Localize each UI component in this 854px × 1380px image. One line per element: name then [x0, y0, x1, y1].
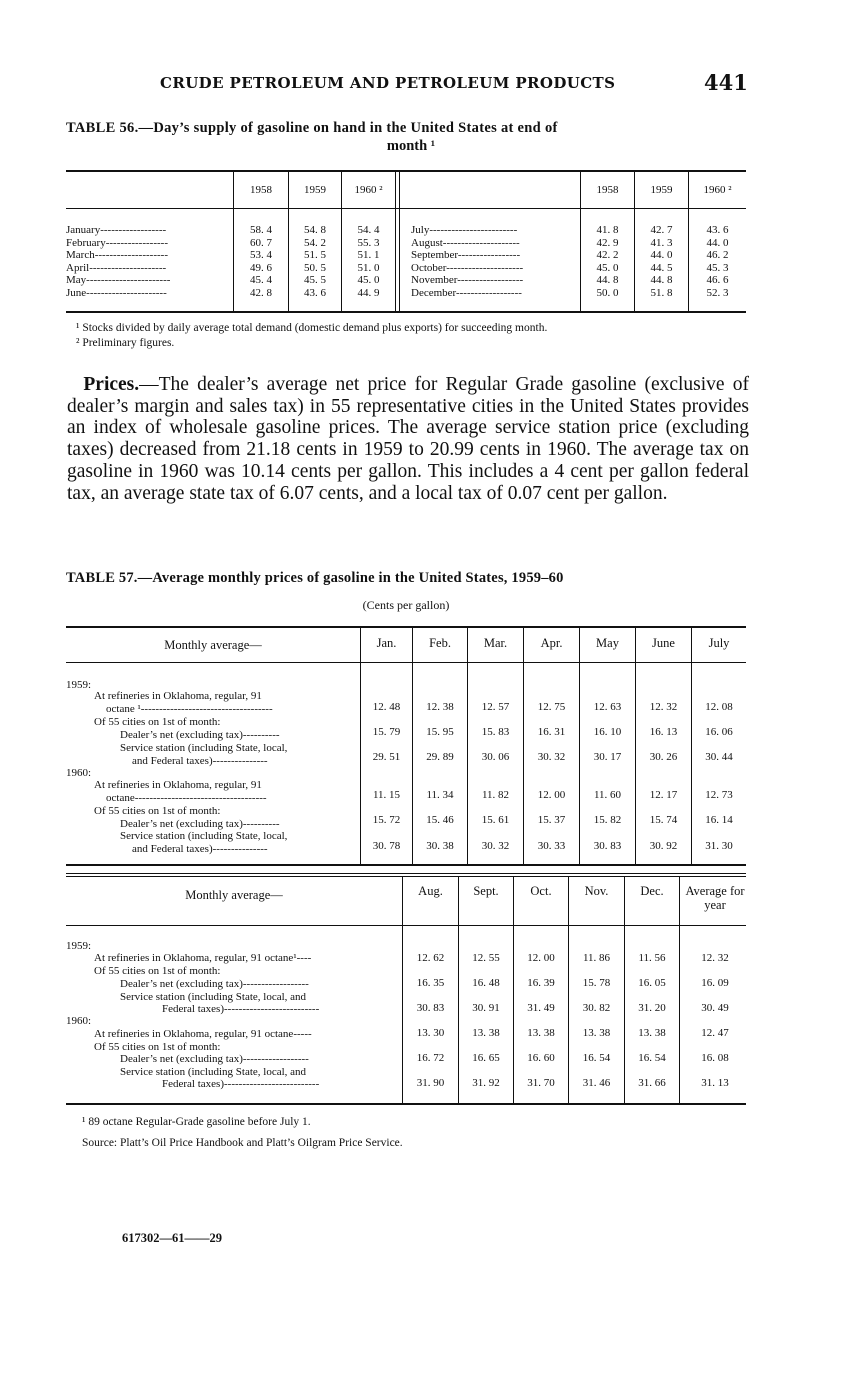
table57-source-note: Source: Platt’s Oil Price Handbook and Platt’s Oilgram Price Service.	[82, 1137, 403, 1149]
table57-part1-cell: 11. 60	[593, 789, 622, 801]
table57-footnote-1: ¹ 89 octane Regular-Grade gasoline before July 1.	[82, 1116, 311, 1128]
table57-part1-cell: 16. 13	[649, 726, 678, 738]
table56-col-1958-left: 58. 4 60. 7 53. 4 49. 6 45. 4 42. 8	[250, 224, 272, 299]
table57-part2-cell: 16. 35	[416, 977, 445, 989]
table56-year-header: 1960 ²	[354, 184, 383, 196]
prices-text: —The dealer’s average net price for Regular Grade gasoline (exclusive of dealer’s margin and sales tax) in 55 representative cities in the United States provides an index of wholesale gasoline prices. The average service station price (excluding taxes) decreased from 21.18 cents in 1959 to 20.99 cents in 1960. The average tax on gasoline in 1960 was 10.14 cents per gallon. This includes a 4 cent per gallon federal tax, an average state tax of 6.07 cents, and a local tax of 0.07 cent per gallon.	[67, 374, 750, 504]
table57-caption: TABLE 57.—Average monthly prices of gasoline in the United States, 1959–60	[66, 570, 564, 586]
table57-part2-top-rule-double	[66, 876, 746, 877]
table56-col-1959-left: 54. 8 54. 2 51. 5 50. 5 45. 5 43. 6	[304, 224, 326, 299]
table57-part1-cell: 12. 08	[705, 701, 733, 713]
table56-col-1959-right: 42. 7 41. 3 44. 0 44. 5 44. 8 51. 8	[650, 224, 673, 299]
table57-part2-cell: 30. 91	[472, 1002, 500, 1014]
table57-col-rule	[579, 628, 580, 864]
table56-month-label: March--------------------	[66, 249, 168, 261]
table57-part2-cell: 31. 70	[527, 1077, 555, 1089]
table57-row-label: At refineries in Oklahoma, regular, 91	[94, 779, 262, 791]
table57-row-label: Of 55 cities on 1st of month:	[94, 805, 221, 817]
table56-year-header: 1959	[650, 184, 673, 196]
table56-year-header: 1958	[250, 184, 272, 196]
table57-subcaption: (Cents per gallon)	[362, 598, 450, 612]
table57-part2-cell: 16. 39	[527, 977, 555, 989]
table57-part1-cell: 29. 51	[372, 751, 401, 763]
table57-part1-cell: 15. 37	[537, 814, 566, 826]
table57-part2-cell: 16. 54	[638, 1052, 666, 1064]
table57-col-rule	[402, 877, 403, 1103]
table57-part1-cell: 30. 33	[537, 840, 566, 852]
table56-month-label: October---------------------	[411, 261, 524, 274]
table57-part2-cell: 30. 83	[416, 1002, 445, 1014]
table56-year-header: 1960 ²	[703, 184, 732, 196]
table57-part2-cell: 13. 30	[416, 1027, 445, 1039]
table57-part2-cell: 12. 55	[472, 952, 500, 964]
table57-part2-cell: 11. 86	[582, 952, 611, 964]
table56-caption: TABLE 56.—Day’s supply of gasoline on hand in the United States at end of	[66, 120, 558, 136]
table56-month-label: May-----------------------	[66, 274, 171, 286]
table57-row-label: Federal taxes)--------------------------	[162, 1003, 320, 1015]
table56-month-label: November------------------	[411, 274, 524, 286]
table57-part1-cell: 30. 44	[705, 751, 733, 763]
table57-part2-cell: 12. 32	[701, 952, 729, 964]
table57-year-label: 1960:	[66, 1015, 92, 1027]
table57-col-rule	[412, 628, 413, 864]
table57-part2-cell: 12. 00	[527, 952, 555, 964]
table57-part2-cell: 16. 60	[527, 1052, 555, 1064]
table57-part2-cell: 31. 49	[527, 1002, 555, 1014]
table57-part1-cell: 16. 14	[705, 814, 733, 826]
table57-part1-cell: 15. 61	[481, 814, 510, 826]
table57-part2-cell: 12. 47	[701, 1027, 729, 1039]
table57-part1-cell: 30. 32	[481, 840, 510, 852]
table56-month-label: January------------------	[66, 224, 167, 236]
table57-part1-cell: 12. 00	[537, 789, 566, 801]
table57-row-label: Of 55 cities on 1st of month:	[94, 1041, 221, 1053]
table57-average-header: Average for year	[685, 884, 745, 912]
table57-part1-cell: 31. 30	[705, 840, 733, 852]
table57-part1-cell: 12. 73	[705, 789, 733, 801]
table57-month-header: Dec.	[640, 884, 664, 898]
page-number: 441	[704, 70, 748, 95]
table57-part2-cell: 16. 72	[416, 1052, 445, 1064]
table56-month-label: April---------------------	[66, 261, 167, 274]
printer-mark: 617302—61——29	[122, 1231, 222, 1245]
table57-month-header: Mar.	[483, 636, 508, 650]
table57-col-rule	[458, 877, 459, 1103]
table56-col-rule	[395, 172, 396, 311]
table57-month-header: Oct.	[530, 884, 552, 898]
table57-part2-cell: 31. 20	[638, 1002, 666, 1014]
table57-col-rule	[467, 628, 468, 864]
table57-row-label: Service station (including State, local,	[120, 830, 288, 842]
table57-part1-cell: 30. 78	[372, 840, 401, 852]
table57-col-rule	[635, 628, 636, 864]
table57-row-header: Monthly average—	[164, 638, 262, 652]
table57-row-label: At refineries in Oklahoma, regular, 91 octane-----	[94, 1028, 312, 1040]
table57-part1-cell: 15. 46	[426, 814, 454, 826]
table57-part1-cell: 12. 38	[426, 701, 454, 713]
table57-row-label: Service station (including State, local,	[120, 742, 288, 754]
table57-row-label: At refineries in Oklahoma, regular, 91	[94, 690, 262, 702]
table57-part1-cell: 30. 06	[481, 751, 510, 763]
table57-part1-cell: 16. 06	[705, 726, 733, 738]
table57-part2-cell: 13. 38	[472, 1027, 500, 1039]
table57-row-label: Dealer’s net (excluding tax)------------------	[120, 978, 309, 990]
table57-year-label: 1960:	[66, 767, 92, 779]
table57-part1-cell: 12. 75	[537, 701, 566, 713]
table57-part2-cell: 30. 82	[582, 1002, 611, 1014]
table57-part2-cell: 31. 13	[701, 1077, 729, 1089]
table57-part1-cell: 15. 82	[593, 814, 622, 826]
table57-row-label: Of 55 cities on 1st of month:	[94, 716, 221, 728]
table57-part1-header-rule	[66, 662, 746, 663]
table57-part1-cell: 15. 79	[372, 726, 401, 738]
table56-year-header: 1958	[596, 184, 619, 196]
table57-row-label: Service station (including State, local, and	[120, 991, 307, 1003]
table57-row-label: Dealer’s net (excluding tax)----------	[120, 729, 280, 741]
table56-footnote-2: ² Preliminary figures.	[76, 337, 175, 349]
table57-row-label: Service station (including State, local, and	[120, 1066, 307, 1078]
table56-col-1958-right: 41. 8 42. 9 42. 2 45. 0 44. 8 50. 0	[596, 224, 619, 299]
table57-part2-cell: 11. 56	[638, 952, 666, 964]
table57-part2-cell: 30. 49	[701, 1002, 729, 1014]
table57-part1-cell: 15. 83	[481, 726, 510, 738]
table57-part2-cell: 16. 09	[701, 977, 729, 989]
table57-col-rule	[360, 628, 361, 864]
table56-top-rule	[66, 170, 746, 172]
table56-col-rule	[399, 172, 400, 311]
table57-row-label: octane------------------------------------	[106, 792, 267, 804]
table57-row-label: Dealer’s net (excluding tax)------------------	[120, 1053, 309, 1065]
table57-row-label: and Federal taxes)---------------	[132, 755, 268, 767]
table57-row-label: Federal taxes)--------------------------	[162, 1078, 320, 1090]
table57-part2-cell: 16. 05	[638, 977, 666, 989]
table57-part1-cell: 16. 31	[537, 726, 566, 738]
table57-col-rule	[523, 628, 524, 864]
table57-part2-header-rule	[66, 925, 746, 926]
table57-part2-cell: 12. 62	[416, 952, 445, 964]
table57-part2-cell: 31. 92	[472, 1077, 500, 1089]
table57-part2-cell: 31. 46	[582, 1077, 611, 1089]
prices-lead: Prices.	[83, 374, 140, 395]
table57-part2-cell: 31. 90	[416, 1077, 445, 1089]
table57-part1-cell: 11. 34	[426, 789, 454, 801]
table56-footnote-1: ¹ Stocks divided by daily average total demand (domestic demand plus exports) for succeeding month.	[76, 322, 548, 334]
table56-month-label: February-----------------	[66, 236, 168, 249]
table57-part2-cell: 16. 08	[701, 1052, 729, 1064]
table56-year-header: 1959	[304, 184, 326, 196]
table57-month-header: June	[652, 636, 675, 650]
table57-col-rule	[513, 877, 514, 1103]
running-head: CRUDE PETROLEUM AND PETROLEUM PRODUCTS	[160, 74, 616, 92]
table57-part1-cell: 30. 83	[593, 840, 622, 852]
table57-part1-cell: 29. 89	[426, 751, 454, 763]
table57-row-label: and Federal taxes)---------------	[132, 843, 268, 855]
prices-paragraph	[67, 374, 749, 504]
table57-part2-bottom-rule	[66, 1103, 746, 1105]
table57-part1-cell: 15. 72	[372, 814, 401, 826]
table56-month-label: July------------------------	[411, 224, 518, 236]
table57-part2-top-rule	[66, 873, 746, 874]
table57-row-label: Of 55 cities on 1st of month:	[94, 965, 221, 977]
table57-month-header: May	[596, 636, 619, 650]
table57-part2-cell: 13. 38	[527, 1027, 555, 1039]
table57-month-header: Feb.	[429, 636, 451, 650]
table57-year-label: 1959:	[66, 940, 92, 952]
table57-row-header: Monthly average—	[185, 888, 283, 902]
table57-year-label: 1959:	[66, 679, 92, 691]
table57-month-header: Aug.	[418, 884, 443, 898]
table57-col-rule	[624, 877, 625, 1103]
table57-part1-cell: 12. 63	[593, 701, 622, 713]
table57-part2-cell: 16. 48	[472, 977, 500, 989]
table57-part1-cell: 16. 10	[593, 726, 622, 738]
table57-part1-cell: 30. 26	[649, 751, 678, 763]
table56-col-1960-left: 54. 4 55. 3 51. 1 51. 0 45. 0 44. 9	[357, 224, 380, 299]
table57-part2-cell: 16. 54	[582, 1052, 611, 1064]
table57-part1-cell: 12. 57	[481, 701, 510, 713]
table57-part2-cell: 16. 65	[472, 1052, 500, 1064]
table57-part1-bottom-rule	[66, 864, 746, 866]
table57-month-header: Nov.	[584, 884, 609, 898]
table57-row-label: Dealer’s net (excluding tax)----------	[120, 818, 280, 830]
table57-part1-cell: 12. 32	[649, 701, 678, 713]
table57-part1-cell: 15. 74	[649, 814, 678, 826]
table57-col-rule	[568, 877, 569, 1103]
table57-part2-cell: 31. 66	[638, 1077, 666, 1089]
table56-col-1960-right: 43. 6 44. 0 46. 2 45. 3 46. 6 52. 3	[706, 224, 729, 299]
table56-header-rule	[66, 208, 746, 209]
table57-part2-cell: 13. 38	[638, 1027, 666, 1039]
table56-month-label: June----------------------	[66, 286, 167, 299]
table57-part1-cell: 15. 95	[426, 726, 454, 738]
table57-part2-cell: 13. 38	[582, 1027, 611, 1039]
table57-part1-cell: 11. 15	[372, 789, 401, 801]
table57-row-label: At refineries in Oklahoma, regular, 91 octane¹----	[94, 952, 312, 964]
table57-month-header: Sept.	[473, 884, 499, 898]
table57-month-header: Jan.	[376, 636, 397, 650]
table56-month-label: September-----------------	[411, 249, 521, 261]
table57-row-label: octane ¹------------------------------------	[106, 703, 273, 715]
table57-part1-cell: 30. 32	[537, 751, 566, 763]
table57-part1-cell: 30. 38	[426, 840, 454, 852]
table56-month-label: August---------------------	[411, 236, 520, 249]
table57-month-header: Apr.	[540, 636, 563, 650]
table57-col-rule	[691, 628, 692, 864]
table57-part1-cell: 30. 17	[593, 751, 622, 763]
table56-caption-cont: month ¹	[386, 138, 436, 154]
table57-part1-top-rule	[66, 626, 746, 628]
table56-bottom-rule	[66, 311, 746, 313]
table57-part1-cell: 30. 92	[649, 840, 678, 852]
table56-month-label: December------------------	[411, 286, 522, 299]
table57-part1-cell: 12. 17	[649, 789, 678, 801]
table57-part2-cell: 15. 78	[582, 977, 611, 989]
table57-month-header: July	[708, 636, 730, 650]
table57-col-rule	[679, 877, 680, 1103]
table57-part1-cell: 11. 82	[481, 789, 510, 801]
table57-part1-cell: 12. 48	[372, 701, 401, 713]
